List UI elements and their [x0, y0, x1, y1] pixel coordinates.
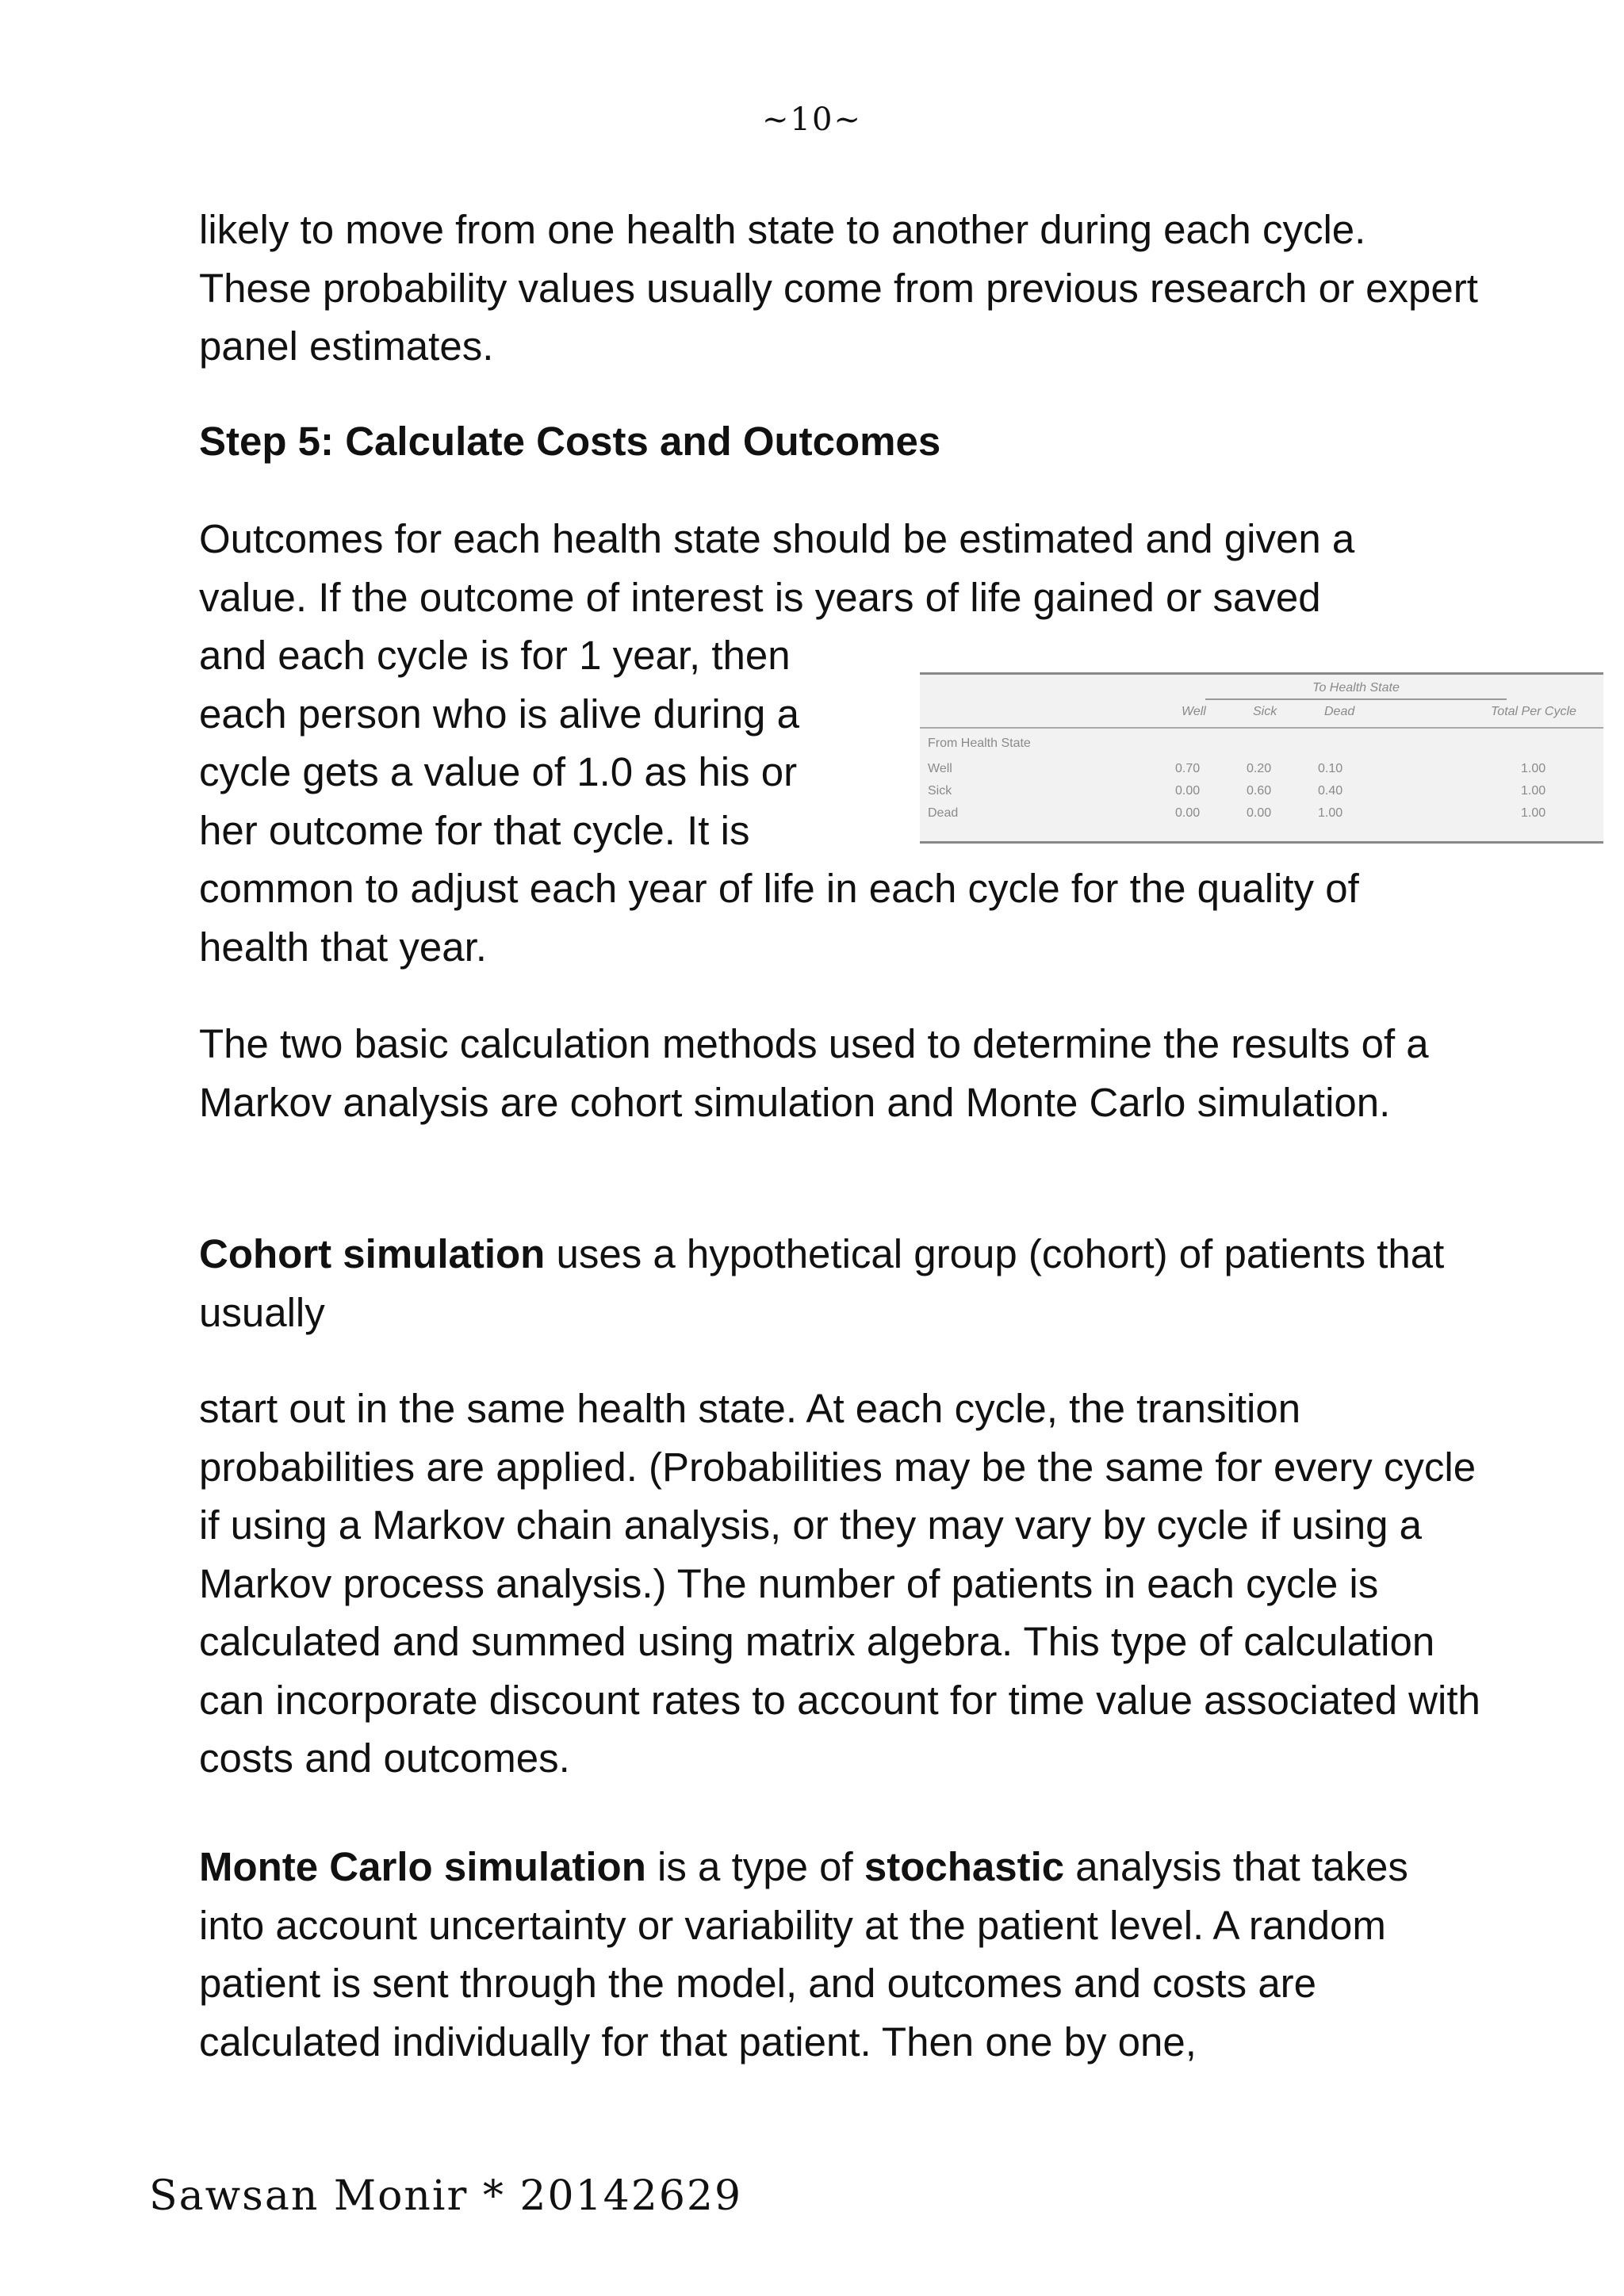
- cell-well-dead: 0.10: [1318, 762, 1343, 775]
- cell-well-well: 0.70: [1175, 762, 1201, 775]
- paragraph-monte-carlo: [199, 1838, 1484, 2071]
- footer-author: Sawsan Monir * 20142629: [149, 2172, 743, 2220]
- outcomes-line: common to adjust each year of life in each cycle for the quality of: [199, 866, 1359, 911]
- paragraph-transition-probabilities: likely to move from one health state to another during each cycle. These probability values usually come from previous research or expert panel estimates.: [199, 207, 1478, 369]
- cell-dead-well: 0.00: [1175, 806, 1201, 820]
- col-header-total: Total Per Cycle: [1491, 705, 1576, 718]
- cell-dead-sick: 0.00: [1247, 806, 1272, 820]
- outcomes-line: Outcomes for each health state should be estimated and given a: [199, 516, 1355, 561]
- monte-carlo-text-2: analysis that takes into account uncertainty or variability at the patient level. A random patient is sent through the model, and outcomes and costs are calculated individually for that patient. Then one by one,: [199, 1844, 1408, 2064]
- cell-well-sick: 0.20: [1247, 762, 1272, 775]
- outcomes-line: each person who is alive during a: [199, 691, 799, 737]
- term-cohort-simulation: Cohort simulation: [199, 1231, 546, 1276]
- outcomes-line: value. If the outcome of interest is years of life gained or saved: [199, 574, 1321, 620]
- monte-carlo-text-1: is a type of: [645, 1844, 864, 1889]
- cell-dead-dead: 1.00: [1318, 806, 1343, 820]
- paragraph-calculation-methods: The two basic calculation methods used to determine the results of a Markov analysis are cohort simulation and Monte Carlo simulation.: [199, 1021, 1429, 1125]
- outcomes-line: her outcome for that cycle. It is: [199, 807, 750, 853]
- cell-sick-total: 1.00: [1521, 784, 1546, 798]
- col-header-sick: Sick: [1253, 705, 1277, 718]
- transition-probability-table: [920, 672, 1603, 844]
- cell-dead-total: 1.00: [1521, 806, 1546, 820]
- page-number: ~10~: [762, 101, 862, 138]
- term-stochastic: stochastic: [864, 1844, 1065, 1889]
- table-group-header: To Health State: [1205, 681, 1507, 700]
- row-label-well: Well: [928, 762, 952, 775]
- paragraph-cohort-continued: start out in the same health state. At each cycle, the transition probabilities are applied. (Probabilities may be the same for every cycle if using a Markov chain analysis, or they may vary by cycle if using a Markov process analysis.) The number of patients in each cycle is calculated and summed using matrix algebra. This type of calculation can incorporate discount rates to account for time value associated with costs and outcomes.: [199, 1386, 1480, 1781]
- outcomes-line: health that year.: [199, 924, 487, 970]
- cell-sick-dead: 0.40: [1318, 784, 1343, 798]
- paragraph-cohort-simulation: [199, 1225, 1484, 1341]
- outcomes-line: and each cycle is for 1 year, then: [199, 633, 791, 678]
- col-header-well: Well: [1182, 705, 1206, 718]
- row-group-label: From Health State: [928, 737, 1031, 750]
- term-monte-carlo: Monte Carlo simulation: [199, 1844, 646, 1889]
- table-rule: [920, 727, 1603, 729]
- row-label-dead: Dead: [928, 806, 959, 820]
- col-header-dead: Dead: [1324, 705, 1355, 718]
- cell-sick-sick: 0.60: [1247, 784, 1272, 798]
- row-label-sick: Sick: [928, 784, 952, 798]
- cohort-simulation-text: uses a hypothetical group (cohort) of patients that usually: [199, 1231, 1445, 1335]
- cell-sick-well: 0.00: [1175, 784, 1201, 798]
- cell-well-total: 1.00: [1521, 762, 1546, 775]
- outcomes-line: cycle gets a value of 1.0 as his or: [199, 749, 798, 794]
- step5-heading: Step 5: Calculate Costs and Outcomes: [199, 419, 941, 464]
